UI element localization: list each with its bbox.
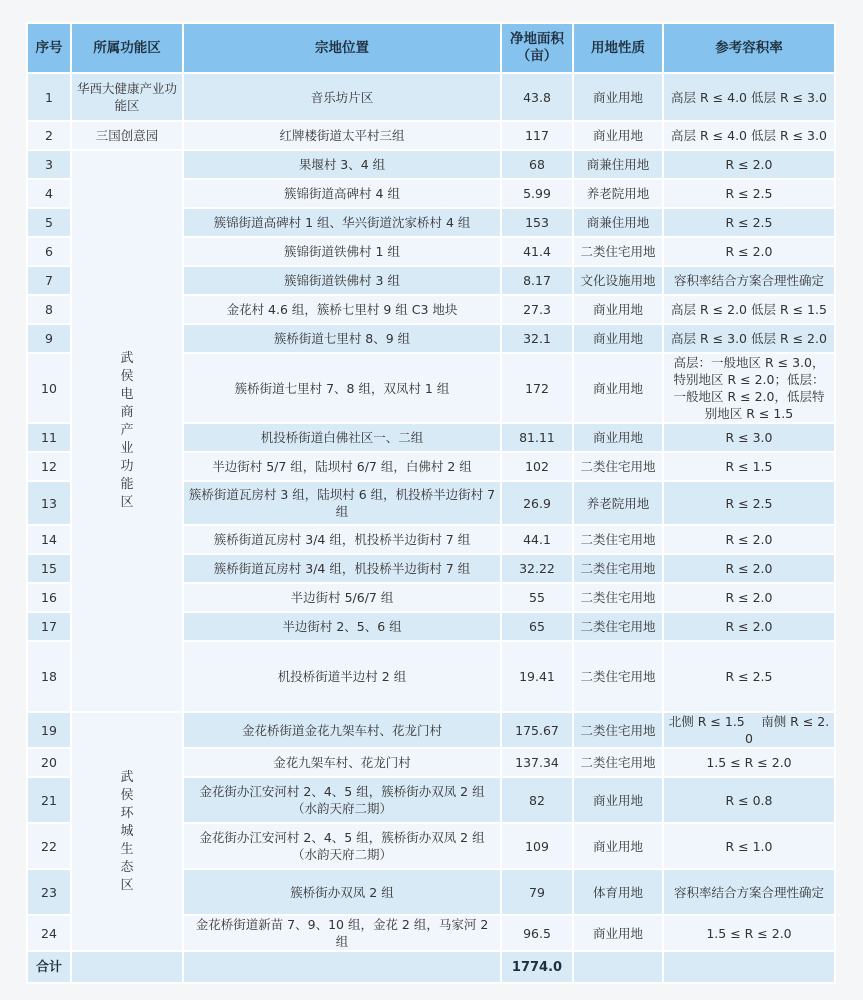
area-cell: 81.11 <box>501 423 573 452</box>
area-cell: 175.67 <box>501 712 573 748</box>
header-no: 序号 <box>27 23 71 73</box>
row-number: 19 <box>27 712 71 748</box>
location-cell: 半边街村 5/7 组，陆坝村 6/7 组，白佛村 2 组 <box>183 452 501 481</box>
land-use-cell: 养老院用地 <box>573 179 663 208</box>
location-cell: 金花桥街道新苗 7、9、10 组，金花 2 组，马家河 2 组 <box>183 915 501 951</box>
location-cell: 果堰村 3、4 组 <box>183 150 501 179</box>
row-number: 15 <box>27 554 71 583</box>
area-cell: 32.22 <box>501 554 573 583</box>
table-row <box>27 121 835 150</box>
land-use-cell: 二类住宅用地 <box>573 237 663 266</box>
land-use-cell: 商业用地 <box>573 353 663 423</box>
far-cell: 北侧 R ≤ 1.5 南侧 R ≤ 2.0 <box>663 712 835 748</box>
area-cell: 41.4 <box>501 237 573 266</box>
far-cell: 高层 R ≤ 2.0 低层 R ≤ 1.5 <box>663 295 835 324</box>
area-cell: 43.8 <box>501 73 573 121</box>
area-cell: 55 <box>501 583 573 612</box>
land-use-cell: 二类住宅用地 <box>573 554 663 583</box>
land-use-cell: 二类住宅用地 <box>573 612 663 641</box>
area-cell: 137.34 <box>501 748 573 777</box>
far-cell: R ≤ 1.5 <box>663 452 835 481</box>
row-number: 22 <box>27 823 71 869</box>
area-cell: 32.1 <box>501 324 573 353</box>
land-use-cell: 商业用地 <box>573 823 663 869</box>
area-cell: 82 <box>501 777 573 823</box>
row-number: 7 <box>27 266 71 295</box>
far-cell: 容积率结合方案合理性确定 <box>663 869 835 915</box>
area-cell: 172 <box>501 353 573 423</box>
far-cell: R ≤ 2.0 <box>663 554 835 583</box>
land-use-cell: 商业用地 <box>573 121 663 150</box>
location-cell: 红牌楼街道太平村三组 <box>183 121 501 150</box>
row-number: 24 <box>27 915 71 951</box>
land-use-cell: 商兼住用地 <box>573 208 663 237</box>
far-cell: R ≤ 2.5 <box>663 641 835 712</box>
land-use-cell: 养老院用地 <box>573 481 663 525</box>
total-empty-cell <box>663 951 835 983</box>
land-use-cell: 二类住宅用地 <box>573 748 663 777</box>
area-cell: 26.9 <box>501 481 573 525</box>
location-cell: 金花村 4.6 组，簇桥七里村 9 组 C3 地块 <box>183 295 501 324</box>
header-zone: 所属功能区 <box>71 23 183 73</box>
land-use-cell: 商业用地 <box>573 73 663 121</box>
far-cell: R ≤ 2.5 <box>663 208 835 237</box>
location-cell: 簇锦街道铁佛村 1 组 <box>183 237 501 266</box>
area-cell: 65 <box>501 612 573 641</box>
land-use-cell: 商业用地 <box>573 777 663 823</box>
area-cell: 68 <box>501 150 573 179</box>
row-number: 10 <box>27 353 71 423</box>
area-cell: 96.5 <box>501 915 573 951</box>
land-use-cell: 商业用地 <box>573 423 663 452</box>
row-number: 18 <box>27 641 71 712</box>
area-cell: 19.41 <box>501 641 573 712</box>
location-cell: 金花九架车村、花龙门村 <box>183 748 501 777</box>
location-cell: 金花街办江安河村 2、4、5 组，簇桥街办双凤 2 组（水韵天府二期） <box>183 823 501 869</box>
land-use-cell: 商业用地 <box>573 324 663 353</box>
location-cell: 簇锦街道铁佛村 3 组 <box>183 266 501 295</box>
zone-cell: 三国创意园 <box>71 121 183 150</box>
total-empty-cell <box>183 951 501 983</box>
far-cell: R ≤ 2.5 <box>663 179 835 208</box>
land-use-cell: 二类住宅用地 <box>573 583 663 612</box>
land-use-cell: 二类住宅用地 <box>573 525 663 554</box>
land-use-cell: 体育用地 <box>573 869 663 915</box>
land-use-cell: 商业用地 <box>573 295 663 324</box>
location-cell: 机投桥街道半边村 2 组 <box>183 641 501 712</box>
far-cell: R ≤ 2.0 <box>663 237 835 266</box>
row-number: 1 <box>27 73 71 121</box>
location-cell: 机投桥街道白佛社区一、二组 <box>183 423 501 452</box>
far-cell: 1.5 ≤ R ≤ 2.0 <box>663 748 835 777</box>
far-cell: R ≤ 2.0 <box>663 150 835 179</box>
row-number: 4 <box>27 179 71 208</box>
location-cell: 音乐坊片区 <box>183 73 501 121</box>
location-cell: 簇桥街道七里村 7、8 组，双凤村 1 组 <box>183 353 501 423</box>
row-number: 8 <box>27 295 71 324</box>
total-label: 合计 <box>27 951 71 983</box>
zone-label: 武侯环城生态区 <box>120 769 134 893</box>
far-cell: R ≤ 3.0 <box>663 423 835 452</box>
table-row <box>27 712 835 748</box>
row-number: 11 <box>27 423 71 452</box>
far-cell: 高层 R ≤ 4.0 低层 R ≤ 3.0 <box>663 73 835 121</box>
zone-label: 武侯电商产业功能区 <box>120 351 134 510</box>
row-number: 2 <box>27 121 71 150</box>
location-cell: 簇桥街道瓦房村 3 组，陆坝村 6 组，机投桥半边街村 7 组 <box>183 481 501 525</box>
far-cell: 高层：一般地区 R ≤ 3.0，特别地区 R ≤ 2.0；低层：一般地区 R ≤ 2.0，低层特别地区 R ≤ 1.5 <box>663 353 835 423</box>
area-cell: 8.17 <box>501 266 573 295</box>
row-number: 9 <box>27 324 71 353</box>
header-location: 宗地位置 <box>183 23 501 73</box>
far-cell: 高层 R ≤ 3.0 低层 R ≤ 2.0 <box>663 324 835 353</box>
total-empty-cell <box>71 951 183 983</box>
land-use-cell: 二类住宅用地 <box>573 641 663 712</box>
location-cell: 半边街村 2、5、6 组 <box>183 612 501 641</box>
total-area: 1774.0 <box>501 951 573 983</box>
total-row <box>27 951 835 983</box>
row-number: 17 <box>27 612 71 641</box>
land-use-cell: 商业用地 <box>573 915 663 951</box>
far-cell: R ≤ 2.5 <box>663 481 835 525</box>
row-number: 14 <box>27 525 71 554</box>
header-land-use: 用地性质 <box>573 23 663 73</box>
table-header-row <box>27 23 835 73</box>
land-parcel-table <box>26 22 836 984</box>
area-cell: 153 <box>501 208 573 237</box>
land-use-cell: 文化设施用地 <box>573 266 663 295</box>
zone-cell <box>71 712 183 951</box>
location-cell: 簇桥街道七里村 8、9 组 <box>183 324 501 353</box>
far-cell: R ≤ 0.8 <box>663 777 835 823</box>
area-cell: 79 <box>501 869 573 915</box>
land-use-cell: 二类住宅用地 <box>573 712 663 748</box>
location-cell: 簇锦街道高碑村 1 组、华兴街道沈家桥村 4 组 <box>183 208 501 237</box>
far-cell: R ≤ 2.0 <box>663 525 835 554</box>
row-number: 6 <box>27 237 71 266</box>
location-cell: 金花桥街道金花九架车村、花龙门村 <box>183 712 501 748</box>
land-table-container <box>26 22 834 984</box>
location-cell: 簇桥街道瓦房村 3/4 组，机投桥半边街村 7 组 <box>183 525 501 554</box>
row-number: 3 <box>27 150 71 179</box>
location-cell: 金花街办江安河村 2、4、5 组，簇桥街办双凤 2 组（水韵天府二期） <box>183 777 501 823</box>
total-empty-cell <box>573 951 663 983</box>
far-cell: R ≤ 1.0 <box>663 823 835 869</box>
area-cell: 102 <box>501 452 573 481</box>
area-cell: 117 <box>501 121 573 150</box>
location-cell: 簇桥街道瓦房村 3/4 组，机投桥半边街村 7 组 <box>183 554 501 583</box>
far-cell: 容积率结合方案合理性确定 <box>663 266 835 295</box>
location-cell: 半边街村 5/6/7 组 <box>183 583 501 612</box>
area-cell: 44.1 <box>501 525 573 554</box>
row-number: 23 <box>27 869 71 915</box>
far-cell: 高层 R ≤ 4.0 低层 R ≤ 3.0 <box>663 121 835 150</box>
row-number: 20 <box>27 748 71 777</box>
area-cell: 5.99 <box>501 179 573 208</box>
table-row <box>27 73 835 121</box>
row-number: 13 <box>27 481 71 525</box>
area-cell: 27.3 <box>501 295 573 324</box>
zone-cell: 华西大健康产业功能区 <box>71 73 183 121</box>
location-cell: 簇桥街办双凤 2 组 <box>183 869 501 915</box>
location-cell: 簇锦街道高碑村 4 组 <box>183 179 501 208</box>
land-use-cell: 商兼住用地 <box>573 150 663 179</box>
row-number: 21 <box>27 777 71 823</box>
far-cell: R ≤ 2.0 <box>663 583 835 612</box>
land-use-cell: 二类住宅用地 <box>573 452 663 481</box>
table-row <box>27 150 835 179</box>
header-far: 参考容积率 <box>663 23 835 73</box>
row-number: 12 <box>27 452 71 481</box>
row-number: 5 <box>27 208 71 237</box>
zone-cell <box>71 150 183 712</box>
far-cell: 1.5 ≤ R ≤ 2.0 <box>663 915 835 951</box>
table-body <box>27 73 835 951</box>
far-cell: R ≤ 2.0 <box>663 612 835 641</box>
row-number: 16 <box>27 583 71 612</box>
area-cell: 109 <box>501 823 573 869</box>
header-area: 净地面积（亩） <box>501 23 573 73</box>
